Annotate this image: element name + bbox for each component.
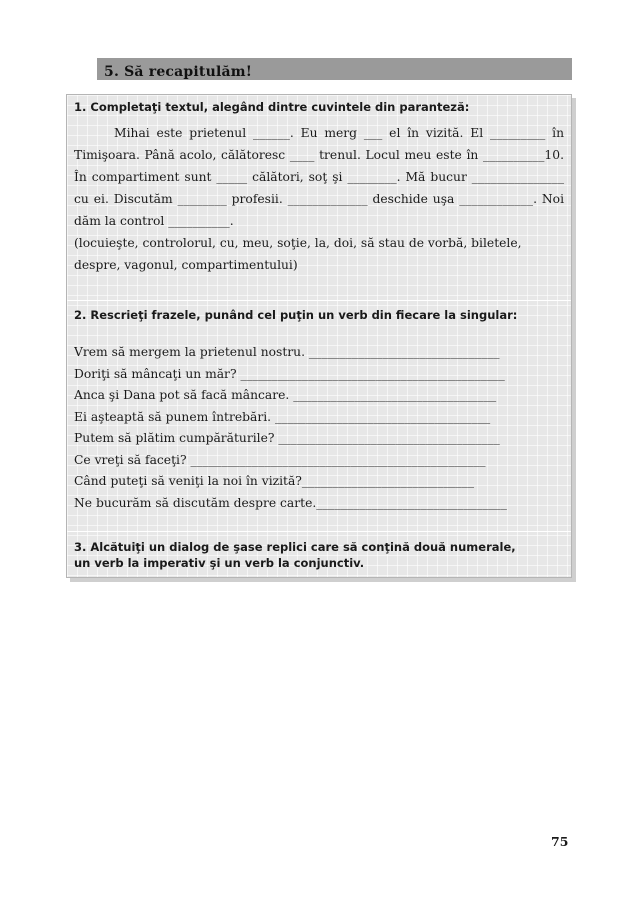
exercise-3-heading-line-2: un verb la imperativ şi un verb la conjunctiv. [74, 556, 365, 570]
sentence-item: Ei aşteaptă să punem întrebări. ___________________________________ [74, 409, 491, 424]
exercise-1 [74, 99, 564, 115]
sentence-item: Ne bucurăm să discutăm despre carte._______________________________ [74, 495, 507, 510]
exercise-1-body [74, 122, 564, 276]
sentence-item: Doriţi să mâncaţi un măr? ___________________________________________ [74, 366, 505, 381]
page-number: 75 [551, 834, 569, 849]
sentence-item: Când puteţi să veniţi la noi în vizită?____________________________ [74, 474, 475, 488]
exercise-2 [74, 307, 564, 323]
sentence-item: Vrem să mergem la prietenul nostru. _______________________________ [74, 345, 500, 359]
section-header [97, 58, 572, 80]
exercise-1-text-content: Mihai este prietenul ______. Eu merg ___ el în vizită. El _________ în Timişoara. Până acolo, călătoresc ____ trenul. Locul meu este în __________10. În compartiment sunt _____ călători, soţ şi ________. Mă bucur _______________ cu ei. Discutăm ________ profesii. _____________ deschide uşa ____________. Noi dăm la control __________. [74, 126, 564, 228]
exercise-3-heading-line-1: 3. Alcătuiţi un dialog de şase replici care să conţină două numerale, [74, 540, 516, 554]
sentence-item: Ce vreţi să faceţi? ________________________________________________ [74, 452, 486, 467]
sentence-item: Putem să plătim cumpărăturile? ____________________________________ [74, 431, 500, 445]
worksheet-box [66, 94, 572, 578]
sentence-item: Anca şi Dana pot să facă mâncare. _________________________________ [74, 388, 497, 402]
exercise-1-text [74, 122, 564, 232]
exercise-3 [74, 539, 564, 571]
exercise-1-word-bank: (locuieşte, controlorul, cu, meu, soţie, la, doi, să stau de vorbă, biletele, despre, vagonul, compartimentului) [74, 236, 522, 272]
exercise-2-heading: 2. Rescrieţi frazele, punând cel puţin un verb din fiecare la singular: [74, 308, 518, 322]
divider [67, 531, 571, 532]
exercise-2-sentences [74, 342, 564, 514]
exercise-1-heading: 1. Completaţi textul, alegând dintre cuvintele din paranteză: [74, 100, 470, 114]
divider [67, 300, 571, 301]
section-title: 5. Să recapitulăm! [104, 64, 253, 80]
